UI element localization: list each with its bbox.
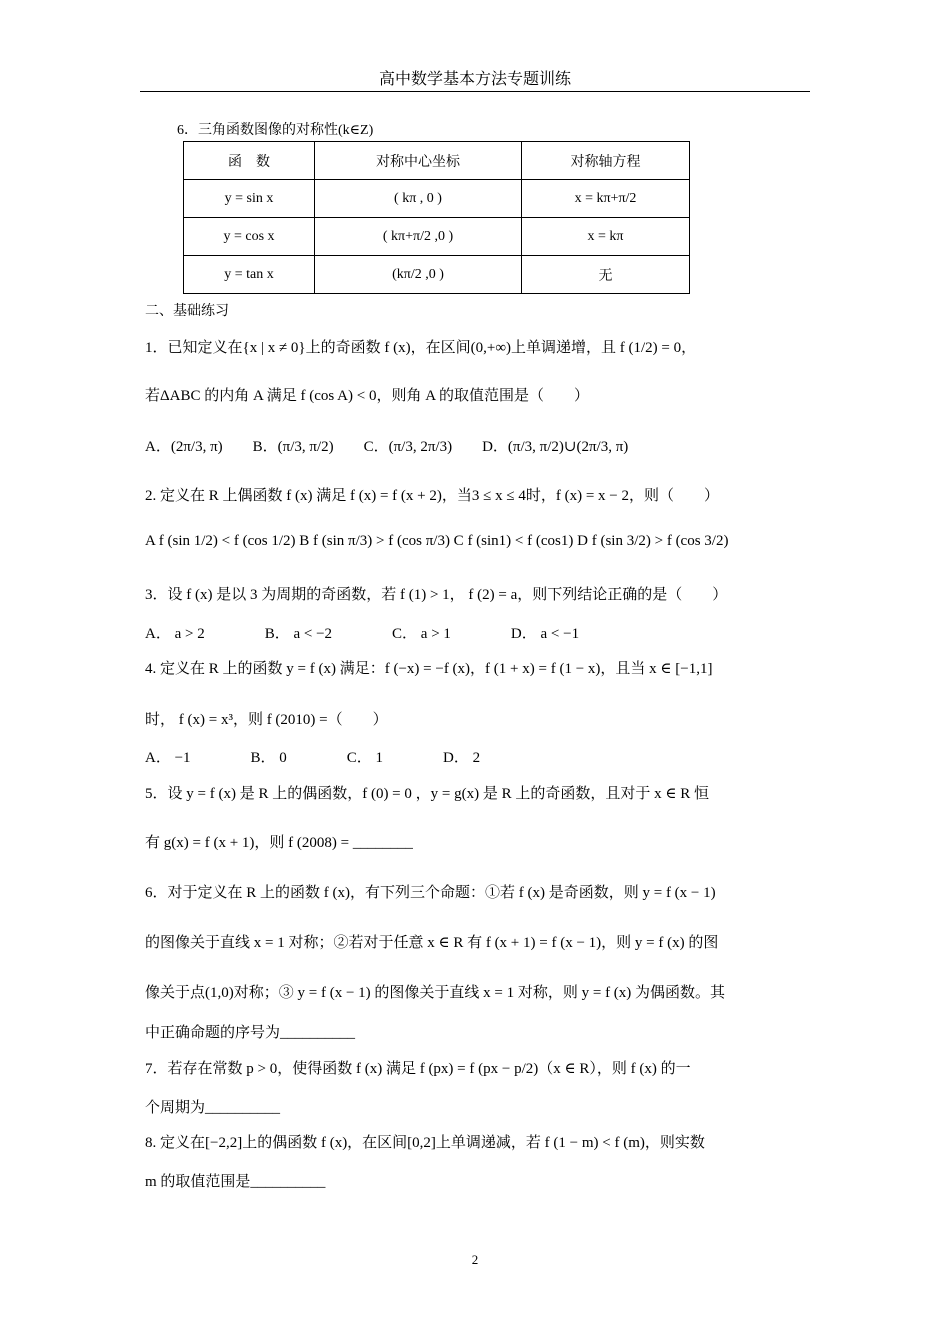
table-cell: ( kπ+π/2 ,0 ) xyxy=(315,218,522,256)
table-row xyxy=(184,180,690,218)
question-3-line-1: 3．设 f (x) 是以 3 为周期的奇函数，若 f (1) > 1， f (2) = a，则下列结论正确的是（ ） xyxy=(145,587,728,603)
table-header-cell: 函 数 xyxy=(184,142,315,180)
question-5-line-1: 5．设 y = f (x) 是 R 上的偶函数，f (0) = 0 ，y = g(x) 是 R 上的奇函数，且对于 x ∈ R 恒 xyxy=(145,786,709,802)
question-5-line-2: 有 g(x) = f (x + 1)，则 f (2008) = ________ xyxy=(145,835,413,851)
question-4-line-2: 时， f (x) = x³，则 f (2010) =（ ） xyxy=(145,712,388,728)
header-rule xyxy=(140,91,810,92)
question-6-line-2: 的图像关于直线 x = 1 对称；②若对于任意 x ∈ R 有 f (x + 1) = f (x − 1)，则 y = f (x) 的图 xyxy=(145,935,719,951)
question-1-options: A．(2π/3, π) B．(π/3, π/2) C．(π/3, 2π/3) D．(π/3, π/2)∪(2π/3, π) xyxy=(145,439,629,455)
table-cell: (kπ/2 ,0 ) xyxy=(315,256,522,294)
symmetry-table xyxy=(183,141,690,294)
question-8-line-1: 8. 定义在[−2,2]上的偶函数 f (x)，在区间[0,2]上单调递减，若 f (1 − m) < f (m)，则实数 xyxy=(145,1135,705,1151)
question-6-line-1: 6．对于定义在 R 上的函数 f (x)，有下列三个命题：①若 f (x) 是奇函数，则 y = f (x − 1) xyxy=(145,885,716,901)
question-8-line-2: m 的取值范围是__________ xyxy=(145,1174,326,1190)
table-cell: y = cos x xyxy=(184,218,315,256)
question-1-line-1: 1．已知定义在{x | x ≠ 0}上的奇函数 f (x)，在区间(0,+∞)上单调递增，且 f (1/2) = 0， xyxy=(145,340,697,356)
table-row xyxy=(184,218,690,256)
page-header-title: 高中数学基本方法专题训练 xyxy=(378,71,571,88)
question-6-line-3: 像关于点(1,0)对称；③ y = f (x − 1) 的图像关于直线 x = 1 对称，则 y = f (x) 为偶函数。其 xyxy=(145,985,726,1001)
page-number: 2 xyxy=(471,1252,479,1267)
question-1-line-2: 若ΔABC 的内角 A 满足 f (cos A) < 0，则角 A 的取值范围是（ ） xyxy=(145,388,589,404)
table-cell: x = kπ xyxy=(522,218,690,256)
table-cell: y = tan x xyxy=(184,256,315,294)
table-row xyxy=(184,256,690,294)
table-header-cell: 对称中心坐标 xyxy=(315,142,522,180)
question-7-line-1: 7．若存在常数 p > 0，使得函数 f (x) 满足 f (px) = f (px − p/2)（x ∈ R），则 f (x) 的一 xyxy=(145,1061,691,1077)
table-header-cell: 对称轴方程 xyxy=(522,142,690,180)
table-heading: 6．三角函数图像的对称性(k∈Z) xyxy=(177,123,374,138)
question-2-options: A f (sin 1/2) < f (cos 1/2) B f (sin π/3) > f (cos π/3) C f (sin1) < f (cos1) D f (sin 3/2) > f (cos 3/2) xyxy=(145,533,729,549)
table-cell: y = sin x xyxy=(184,180,315,218)
table-cell: 无 xyxy=(522,256,690,294)
question-4-line-1: 4. 定义在 R 上的函数 y = f (x) 满足：f (−x) = −f (x)，f (1 + x) = f (1 − x)，且当 x ∈ [−1,1] xyxy=(145,661,713,677)
table-cell: ( kπ , 0 ) xyxy=(315,180,522,218)
question-2-line-1: 2. 定义在 R 上偶函数 f (x) 满足 f (x) = f (x + 2)，当3 ≤ x ≤ 4时，f (x) = x − 2，则（ ） xyxy=(145,488,720,504)
table-header-row xyxy=(184,142,690,180)
table-cell: x = kπ+π/2 xyxy=(522,180,690,218)
section-heading: 二、基础练习 xyxy=(145,304,229,319)
question-3-options: A． a > 2 B． a < −2 C． a > 1 D． a < −1 xyxy=(145,626,580,642)
question-6-line-4: 中正确命题的序号为__________ xyxy=(145,1025,356,1041)
question-4-options: A． −1 B． 0 C． 1 D． 2 xyxy=(145,750,481,766)
question-7-line-2: 个周期为__________ xyxy=(145,1100,281,1116)
